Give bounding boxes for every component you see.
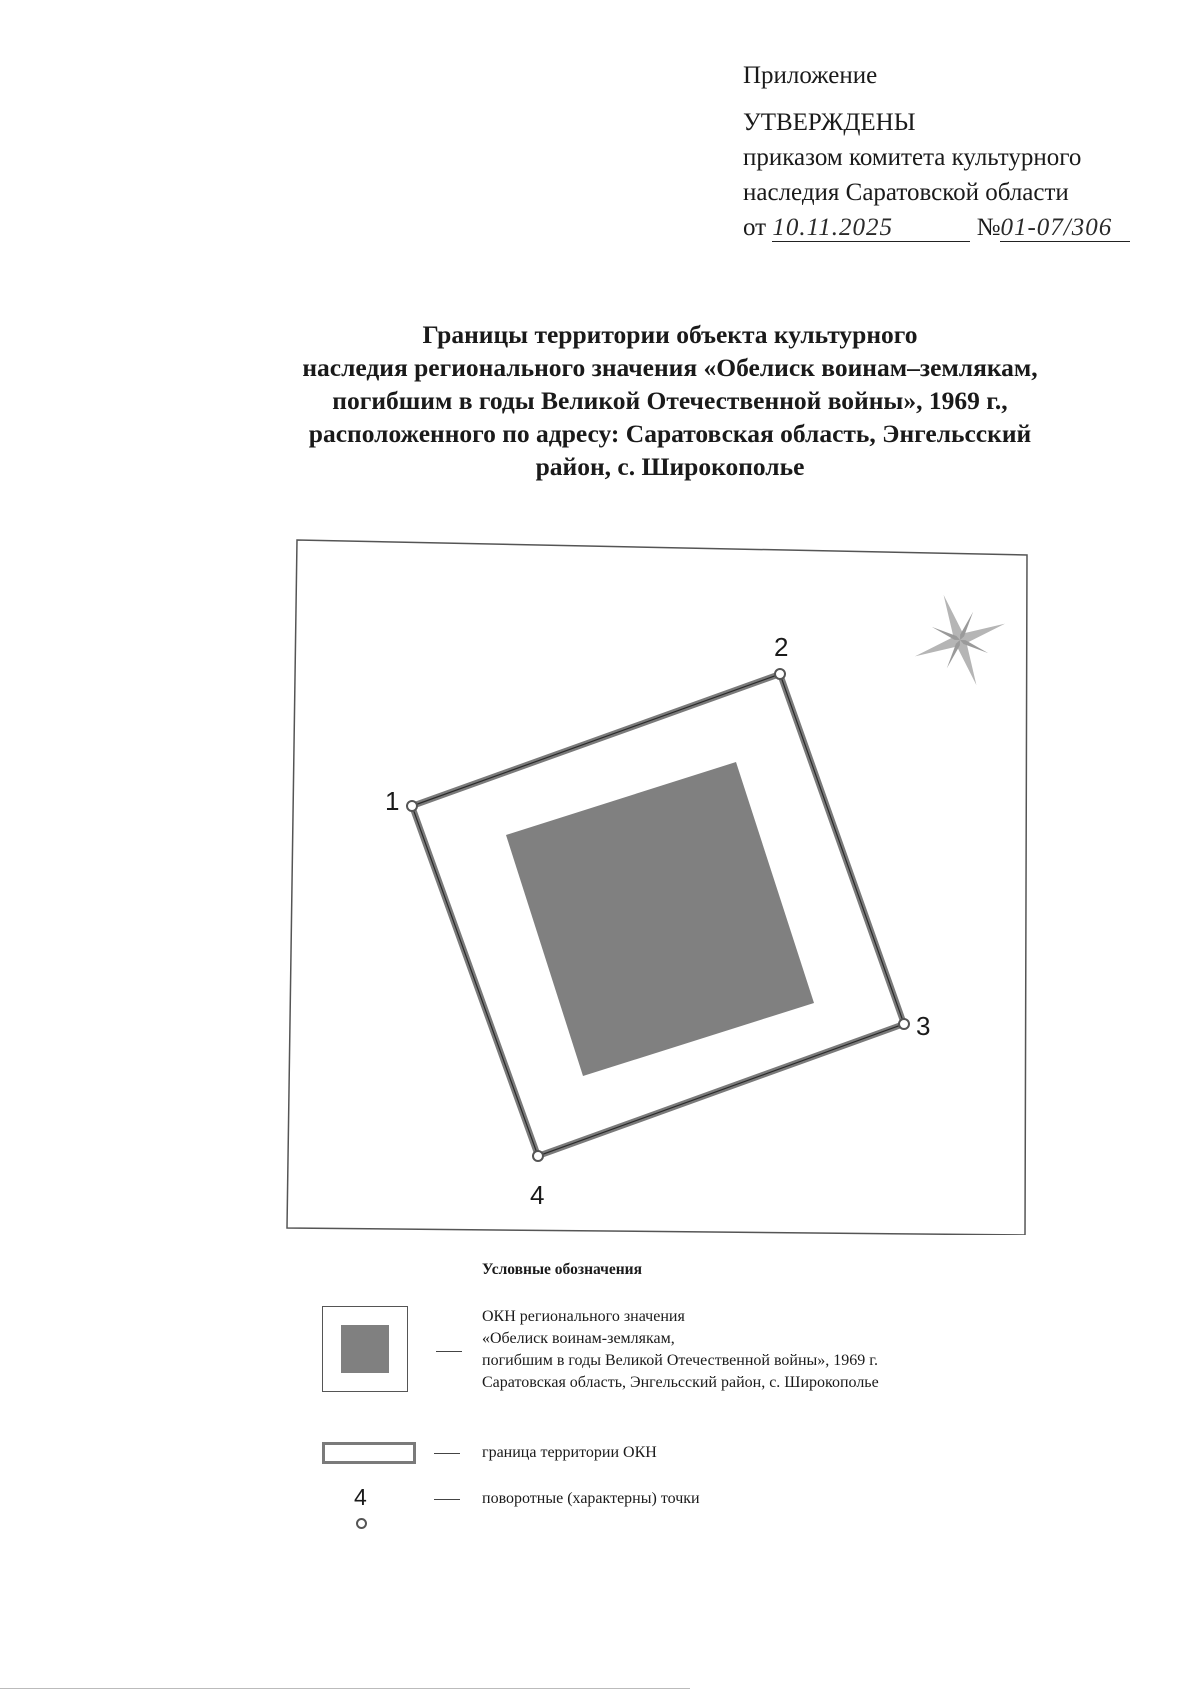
- approved-label: УТВЕРЖДЕНЫ: [743, 109, 916, 136]
- title-line: наследия регионального значения «Обелиск воинам–землякам,: [302, 353, 1038, 382]
- point-label-2: 2: [774, 632, 789, 662]
- attachment-label: Приложение: [743, 62, 878, 89]
- approval-line-2: наследия Саратовской области: [743, 179, 1069, 206]
- document-title: [200, 318, 1140, 483]
- turning-point-2: [775, 669, 785, 679]
- legend-object-line: ОКН регионального значения: [482, 1308, 685, 1325]
- order-date: 10.11.2025: [772, 214, 894, 241]
- turning-point-4: [533, 1151, 543, 1161]
- legend-object-line: погибшим в годы Великой Отечественной войны», 1969 г.: [482, 1352, 879, 1369]
- order-number: 01-07/306: [1000, 214, 1113, 241]
- legend-points-text: поворотные (характерны) точки: [482, 1490, 700, 1507]
- title-line: погибшим в годы Великой Отечественной войны», 1969 г.,: [332, 386, 1008, 415]
- legend-title: Условные обозначения: [482, 1261, 643, 1278]
- point-ring-icon: [356, 1518, 367, 1529]
- boundary-map: [285, 538, 1030, 1235]
- approval-line-1: приказом комитета культурного: [743, 144, 1082, 171]
- approval-block: [743, 58, 1163, 245]
- number-prefix: №: [976, 214, 1001, 241]
- legend-object-line: Саратовская область, Энгельсский район, с. Широкополье: [482, 1374, 879, 1391]
- legend-object-line: «Обелиск воинам-землякам,: [482, 1330, 675, 1347]
- legend-boundary-text: граница территории ОКН: [482, 1444, 657, 1461]
- legend-object-text: [482, 1306, 879, 1394]
- approval-date-line: [743, 210, 1163, 245]
- point-label-3: 3: [916, 1011, 931, 1041]
- point-label-4: 4: [530, 1180, 545, 1210]
- legend-boundary-swatch: [322, 1442, 416, 1464]
- legend-object-swatch: [322, 1306, 408, 1392]
- title-line: район, с. Широкополье: [535, 452, 805, 481]
- turning-point-3: [899, 1019, 909, 1029]
- title-line: расположенного по адресу: Саратовская область, Энгельсский: [308, 419, 1032, 448]
- point-label-1: 1: [385, 786, 400, 816]
- legend-point-swatch: 4: [354, 1484, 367, 1538]
- turning-point-1: [407, 801, 417, 811]
- date-prefix: от: [743, 214, 767, 241]
- title-line: Границы территории объекта культурного: [422, 320, 918, 349]
- scan-edge-line: [0, 1688, 690, 1689]
